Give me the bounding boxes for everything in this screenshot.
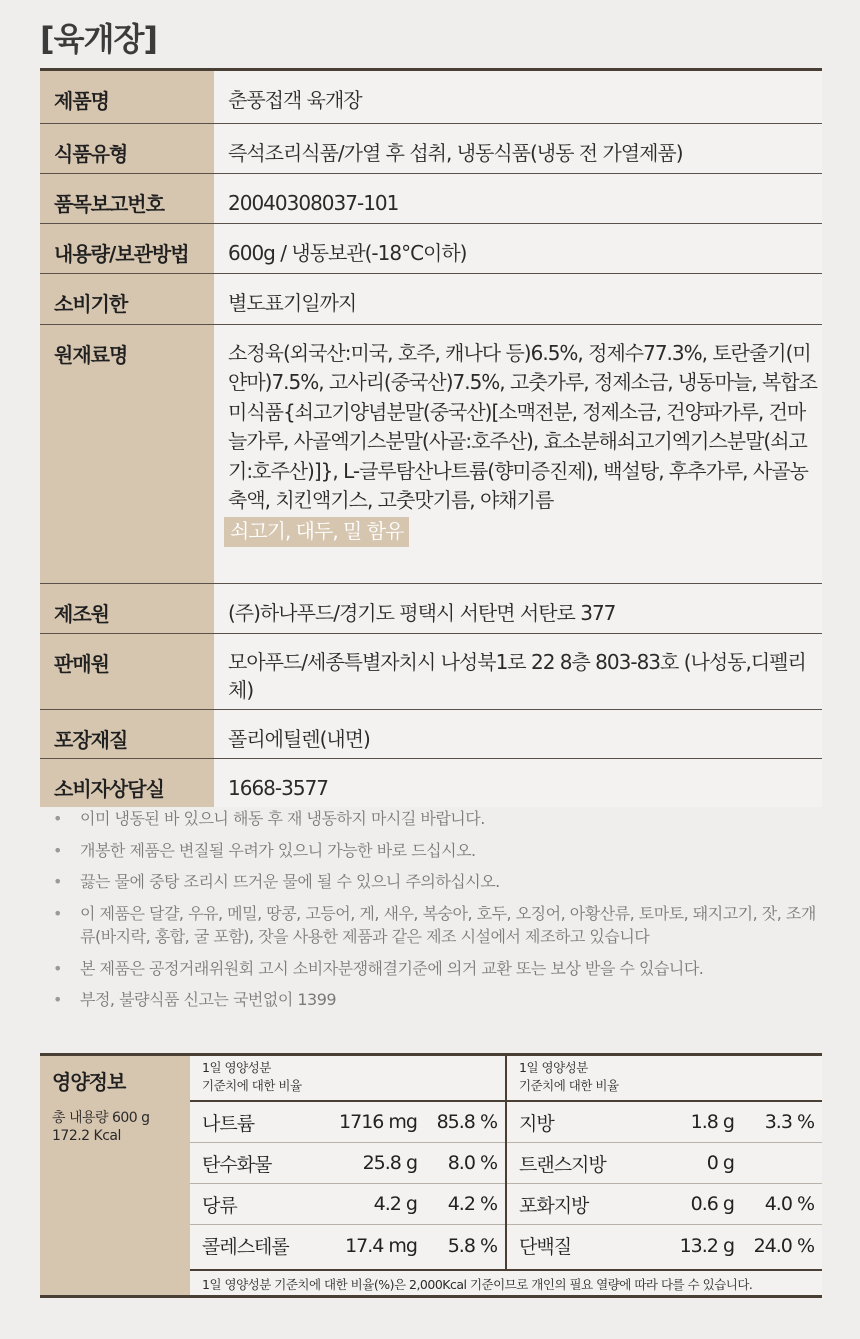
- ingredients-text: 소정육(외국산:미국, 호주, 캐나다 등)6.5%, 정제수77.3%, 토란줄기(미얀마)7.5%, 고사리(중국산)7.5%, 고춧가루, 정제소금, 냉동마늘, 복합조미식품{쇠고기양념분말(중국산)[소맥전분, 정제소금, 건양파가루, 건마늘가루, 사골엑기스분말(사골:호주산), 효소분해쇠고기엑기스분말(쇠고기:호주산)]}, L-글루탐산나트륨(향미증진제), 백설탕, 후추가루, 사골농축액, 치킨액기스, 고춧맛기름, 야채기름: [228, 341, 817, 512]
- note-item: • 개봉한 제품은 변질될 우려가 있으니 가능한 바로 드십시오.: [40, 840, 822, 863]
- info-row-food-type: [40, 124, 822, 174]
- info-value: 모아푸드/세종특별자치시 나성북1로 22 8층 803-83호 (나성동,디펠리체): [214, 634, 822, 709]
- nutrient-name: 지방: [519, 1112, 554, 1135]
- info-value: 600g / 냉동보관(-18°C이하): [214, 224, 822, 273]
- nutrient-percent: 3.3 %: [764, 1111, 814, 1133]
- info-row-volume-storage: [40, 224, 822, 274]
- info-label: 식품유형: [40, 124, 214, 173]
- nutrition-summary: [40, 1056, 190, 1295]
- nutrient-percent: 24.0 %: [753, 1234, 814, 1257]
- nutrient-row: [507, 1143, 822, 1184]
- nutrient-row: [190, 1184, 505, 1225]
- nutrition-column-header: [507, 1056, 822, 1102]
- header-line: 기준치에 대한 비율: [519, 1077, 619, 1093]
- nutrient-row: [507, 1184, 822, 1225]
- nutrient-name: 당류: [202, 1194, 237, 1217]
- nutrient-name: 탄수화물: [202, 1153, 272, 1176]
- info-label: 제조원: [40, 584, 214, 633]
- info-row-product-name: [40, 71, 822, 124]
- nutrition-table: [190, 1056, 822, 1295]
- nutrient-row: [190, 1143, 505, 1184]
- nutrient-amount: 17.4 mg: [345, 1234, 417, 1257]
- nutrient-percent: 5.8 %: [447, 1234, 497, 1257]
- nutrient-row: [507, 1225, 822, 1266]
- info-row-packaging: [40, 710, 822, 759]
- total-volume: 총 내용량 600 g: [52, 1110, 150, 1126]
- nutrient-percent: 4.0 %: [764, 1193, 814, 1215]
- nutrient-name: 콜레스테롤: [202, 1236, 289, 1258]
- nutrition-title: 영양정보: [52, 1070, 126, 1094]
- header-line: 1일 영양성분: [519, 1060, 588, 1075]
- info-label: 원재료명: [40, 325, 214, 583]
- nutrient-amount: 0.6 g: [690, 1193, 734, 1215]
- nutrient-percent: 8.0 %: [447, 1152, 497, 1174]
- info-label: 포장재질: [40, 710, 214, 758]
- info-value: 폴리에틸렌(내면): [214, 710, 822, 758]
- nutrient-amount: 0 g: [706, 1152, 734, 1174]
- nutrient-amount: 1716 mg: [339, 1111, 417, 1133]
- info-label: 소비자상담실: [40, 759, 214, 807]
- info-label: 품목보고번호: [40, 174, 214, 223]
- note-item: • 이미 냉동된 바 있으니 해동 후 재 냉동하지 마시길 바랍니다.: [40, 808, 822, 831]
- nutrient-name: 단백질: [519, 1236, 572, 1258]
- info-value: 춘풍접객 육개장: [214, 71, 822, 123]
- header-line: 1일 영양성분: [202, 1060, 271, 1075]
- nutrient-row: [190, 1225, 505, 1266]
- header-line: 기준치에 대한 비율: [202, 1077, 302, 1093]
- info-value: [214, 325, 822, 583]
- info-label: 소비기한: [40, 274, 214, 324]
- nutrition-total: [52, 1109, 190, 1145]
- nutrient-percent: 85.8 %: [436, 1111, 497, 1133]
- nutrient-row: [190, 1102, 505, 1143]
- info-value: 1668-3577: [214, 759, 822, 807]
- info-value: 별도표기일까지: [214, 274, 822, 324]
- note-item: • 끓는 물에 중탕 조리시 뜨거운 물에 될 수 있으니 주의하십시오.: [40, 871, 822, 894]
- info-label: 판매원: [40, 634, 214, 709]
- nutrition-column-header: [190, 1056, 505, 1102]
- info-row-manufacturer: [40, 584, 822, 634]
- nutrient-percent: 4.2 %: [447, 1193, 497, 1215]
- product-info-table: [40, 68, 822, 807]
- caution-notes: [40, 808, 822, 1021]
- info-value: (주)하나푸드/경기도 평택시 서탄면 서탄로 377: [214, 584, 822, 633]
- info-row-expiry: [40, 274, 822, 325]
- nutrient-name: 포화지방: [519, 1194, 589, 1217]
- nutrient-row: [507, 1102, 822, 1143]
- nutrient-amount: 1.8 g: [690, 1111, 734, 1133]
- note-item: • 이 제품은 달걀, 우유, 메밀, 땅콩, 고등어, 게, 새우, 복숭아, 호두, 오징어, 아황산류, 토마토, 돼지고기, 잣, 조개류(바지락, 홍합, 굴 포함), 잣을 사용한 제품과 같은 제조 시설에서 제조하고 있습니다: [40, 903, 822, 948]
- note-item: • 부정, 불량식품 신고는 국번없이 1399: [40, 989, 822, 1012]
- allergen-badge: 쇠고기, 대두, 밀 함유: [224, 517, 409, 546]
- nutrition-facts: [40, 1053, 822, 1298]
- info-label: 내용량/보관방법: [40, 224, 214, 273]
- page-title: [육개장]: [40, 20, 157, 58]
- info-value: 20040308037-101: [214, 174, 822, 223]
- nutrient-name: 트랜스지방: [519, 1153, 606, 1176]
- info-row-ingredients: [40, 325, 822, 584]
- nutrient-name: 나트륨: [202, 1112, 255, 1135]
- nutrient-amount: 13.2 g: [679, 1234, 734, 1257]
- info-label: 제품명: [40, 71, 214, 123]
- nutrient-amount: 4.2 g: [373, 1193, 417, 1215]
- total-kcal: 172.2 Kcal: [52, 1128, 121, 1145]
- note-item: • 본 제품은 공정거래위원회 고시 소비자분쟁해결기준에 의거 교환 또는 보상 받을 수 있습니다.: [40, 958, 822, 981]
- info-value: 즉석조리식품/가열 후 섭취, 냉동식품(냉동 전 가열제품): [214, 124, 822, 173]
- info-row-consumer-center: [40, 759, 822, 807]
- info-row-report-number: [40, 174, 822, 224]
- nutrition-column-right: [507, 1056, 822, 1269]
- info-row-seller: [40, 634, 822, 710]
- nutrient-amount: 25.8 g: [362, 1152, 417, 1174]
- nutrition-column-left: [190, 1056, 507, 1269]
- nutrition-footnote: 1일 영양성분 기준치에 대한 비율(%)은 2,000Kcal 기준이므로 개인의 필요 열량에 따라 다를 수 있습니다.: [190, 1269, 822, 1295]
